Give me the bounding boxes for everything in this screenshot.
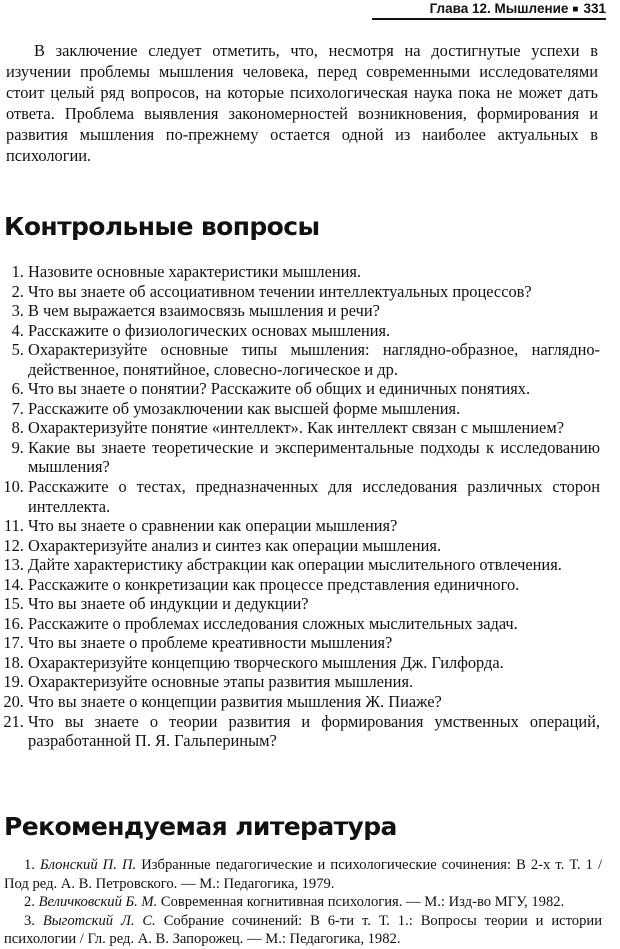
question-text: Охарактеризуйте анализ и синтез как операции мышления. bbox=[28, 535, 442, 555]
question-number: 11. bbox=[4, 516, 24, 536]
question-number: 10. bbox=[3, 477, 24, 497]
question-number: 13. bbox=[3, 555, 24, 575]
question-item bbox=[0, 575, 600, 595]
question-number: 18. bbox=[3, 652, 24, 672]
question-text: Дайте характеристику абстракции как операции мыслительного отвлечения. bbox=[28, 555, 562, 575]
reference-item bbox=[4, 912, 602, 949]
question-text: Что вы знаете об индукции и дедукции? bbox=[28, 594, 309, 614]
reference-item bbox=[4, 856, 602, 893]
question-number: 7. bbox=[11, 398, 24, 418]
question-text: Расскажите о тестах, предназначенных для исследования различных сторон интеллекта. bbox=[28, 477, 600, 516]
question-number: 16. bbox=[3, 613, 24, 633]
question-text: Расскажите о физиологических основах мышления. bbox=[28, 320, 391, 340]
question-number: 21. bbox=[3, 711, 24, 731]
question-text: Расскажите о конкретизации как процессе представления единичного. bbox=[28, 574, 520, 594]
question-text: Охарактеризуйте понятие «интеллект». Как интеллект связан с мышлением? bbox=[28, 418, 564, 438]
question-text: Расскажите о проблемах исследования сложных мыслительных задач. bbox=[28, 613, 518, 633]
question-text: Что вы знаете об ассоциативном течении интеллектуальных процессов? bbox=[28, 281, 532, 301]
chapter-title: Глава 12. Мышление bbox=[429, 1, 569, 16]
question-item bbox=[0, 555, 600, 575]
question-item bbox=[0, 536, 600, 556]
question-number: 2. bbox=[11, 281, 24, 301]
question-text: Что вы знаете о теории развития и формирования умственных операций, разработанной П. Я. Гальпериным? bbox=[28, 711, 600, 751]
question-number: 9. bbox=[11, 437, 24, 457]
question-item bbox=[0, 633, 600, 653]
question-item bbox=[0, 712, 600, 751]
question-item bbox=[0, 301, 600, 321]
question-item bbox=[0, 282, 600, 302]
question-number: 1. bbox=[11, 262, 24, 281]
question-item bbox=[0, 379, 600, 399]
question-text: Охарактеризуйте концепцию творческого мышления Дж. Гилфорда. bbox=[28, 652, 504, 672]
reference-text: Собрание сочинений: В 6-ти т. Т. 1.: Вопросы теории и истории психологии / Гл. ред. А. В. Запорожец. — М.: Педагогика, 1982. bbox=[4, 912, 603, 948]
question-text: Что вы знаете о концепции развития мышления Ж. Пиаже? bbox=[28, 692, 442, 712]
reference-number: 2. bbox=[24, 894, 35, 911]
reference-author: Выготский Л. С. bbox=[42, 912, 156, 929]
reference-number: 3. bbox=[24, 912, 35, 929]
questions-heading: Контрольные вопросы bbox=[4, 212, 320, 241]
question-item bbox=[0, 262, 600, 282]
question-item bbox=[0, 516, 600, 536]
question-item bbox=[0, 321, 600, 341]
question-item bbox=[0, 399, 600, 419]
question-text: Расскажите об умозаключении как высшей форме мышления. bbox=[28, 398, 461, 418]
reference-text: Избранные педагогические и психологические сочинения: В 2-х т. Т. 1 / Под ред. А. В. Петровского. — М.: Педагогика, 1979. bbox=[4, 857, 603, 892]
question-number: 17. bbox=[3, 633, 24, 653]
reference-author: Величковский Б. М. bbox=[38, 894, 158, 911]
question-text: Что вы знаете о понятии? Расскажите об общих и единичных понятиях. bbox=[28, 379, 531, 399]
question-item bbox=[0, 672, 600, 692]
page-number: 331 bbox=[583, 1, 606, 16]
question-item bbox=[0, 340, 600, 379]
references-list bbox=[4, 856, 602, 949]
question-number: 6. bbox=[11, 379, 24, 399]
questions-list bbox=[0, 262, 600, 751]
reference-item bbox=[4, 893, 602, 912]
question-text: Что вы знаете о сравнении как операции мышления? bbox=[28, 516, 398, 536]
question-item bbox=[0, 692, 600, 712]
question-item bbox=[0, 614, 600, 634]
question-item bbox=[0, 438, 600, 477]
question-number: 19. bbox=[3, 672, 24, 692]
question-number: 15. bbox=[3, 594, 24, 614]
question-text: В чем выражается взаимосвязь мышления и речи? bbox=[28, 301, 380, 321]
question-number: 3. bbox=[11, 301, 24, 321]
question-number: 20. bbox=[3, 692, 24, 712]
question-text: Что вы знаете о проблеме креативности мышления? bbox=[28, 633, 393, 653]
question-item bbox=[0, 594, 600, 614]
question-text: Охарактеризуйте основные этапы развития мышления. bbox=[28, 672, 414, 692]
question-number: 5. bbox=[11, 340, 24, 360]
square-bullet-icon: ■ bbox=[572, 4, 579, 15]
question-number: 12. bbox=[3, 535, 24, 555]
reference-text: Современная когнитивная психология. — М.: Изд-во МГУ, 1982. bbox=[160, 894, 565, 911]
question-item bbox=[0, 653, 600, 673]
reference-author: Блонский П. П. bbox=[40, 857, 137, 873]
question-text: Какие вы знаете теоретические и экспериментальные подходы к исследованию мышления? bbox=[28, 437, 600, 477]
question-text: Охарактеризуйте основные типы мышления: наглядно-образное, наглядно-действенное, понятийное, словесно-логическое и др. bbox=[28, 340, 600, 379]
question-number: 14. bbox=[3, 574, 24, 594]
reference-number: 1. bbox=[24, 857, 35, 873]
question-number: 8. bbox=[11, 418, 24, 438]
question-number: 4. bbox=[11, 320, 24, 340]
question-text: Назовите основные характеристики мышления. bbox=[28, 262, 362, 281]
literature-heading: Рекомендуемая литература bbox=[4, 812, 397, 841]
question-item bbox=[0, 477, 600, 516]
running-header bbox=[372, 0, 606, 20]
question-item bbox=[0, 418, 600, 438]
intro-paragraph: В заключение следует отметить, что, несмотря на достигнутые успехи в изучении проблемы мышления человека, перед современными исследователями стоит целый ряд вопросов, на которые психологическая наука пока не может дать ответа. Проблема выявления закономерностей возникновения, формирования и развития мышления по-прежнему остается одной из наиболее актуальных в психологии. bbox=[6, 41, 598, 165]
